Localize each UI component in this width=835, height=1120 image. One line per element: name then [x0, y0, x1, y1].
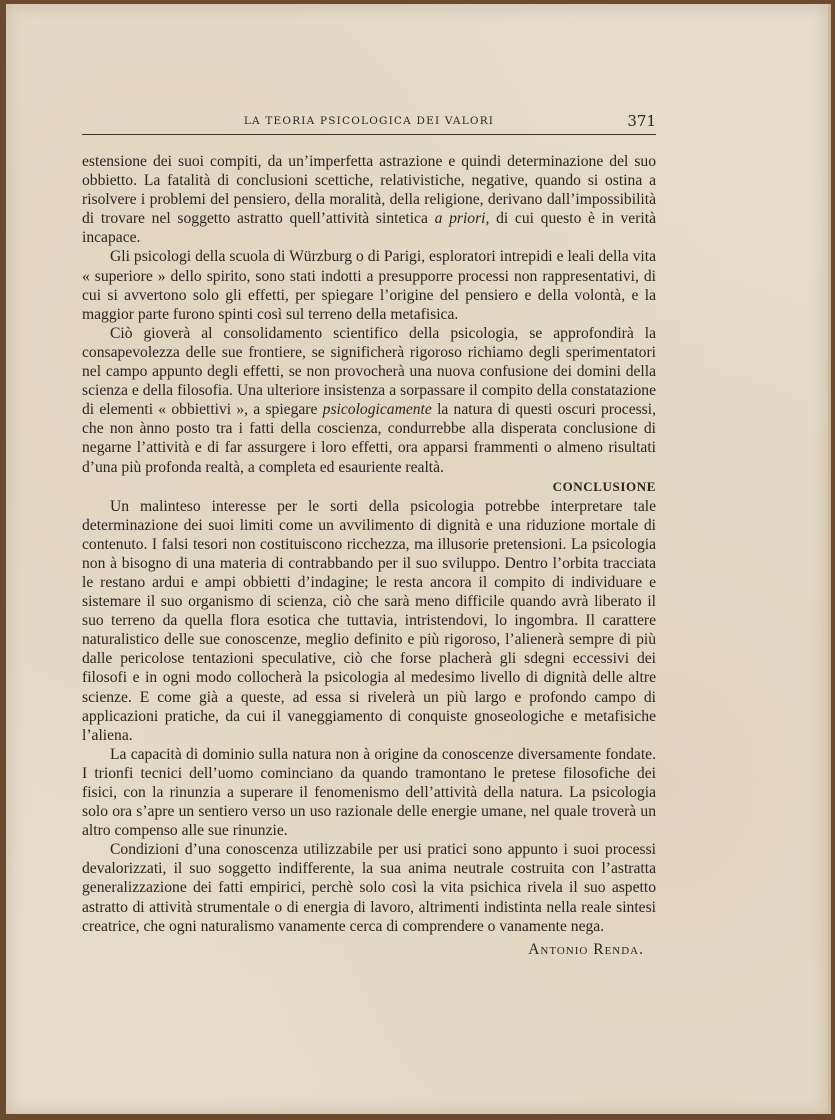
paragraph-3 [82, 324, 656, 477]
paragraph-2: Gli psicologi della scuola di Würzburg o di Parigi, esploratori intrepidi e leali della vita « superiore » dello spirito, sono stati indotti a presupporre processi non rappresentativi, di cui si avvertono solo gli effetti, per spiegare l’origine del pensiero e della volontà, e la maggior parte furono spinti così sul terreno della metafisica. [82, 248, 656, 323]
paragraph-1-end: , di cui questo è in verità incapace. [82, 210, 656, 247]
italic-a-priori: a priori [434, 210, 486, 228]
paragraph-3-text: Ciò gioverà al consolidamento scientifico della psicologia, se approfondirà la consapevolezza delle sue frontiere, se significherà rigoroso richiamo degli sperimentatori nel campo appunto degli effetti, se non provocherà una nuova confusione dei domini della scienza e della filosofia. Una ulteriore insistenza a sorpassare il compito della constatazione di elementi « obbiettivi », a spiegare [82, 324, 656, 419]
book-page [6, 4, 831, 1114]
italic-psicologicamente: psicologicamente [322, 401, 432, 419]
running-header [82, 110, 656, 135]
section-heading: CONCLUSIONE [552, 478, 656, 494]
page-number: 371 [627, 112, 656, 130]
paragraph-1 [82, 152, 656, 247]
author-signature: Antonio Renda. [528, 940, 644, 958]
body-text [82, 152, 656, 959]
paragraph-4: Un malinteso interesse per le sorti della psicologia potrebbe interpretare tale determinazione dei suoi limiti come un avvilimento di dignità e una riduzione mortale di contenuto. I falsi tesori non costituiscono ricchezza, ma illusorie pretensioni. La psicologia non à bisogno di una materia di contrabbando per il suo sviluppo. Dentro l’orbita tracciata le restano ardui e ampi obbietti d’indagine; le resta ancora il compito di individuare e sistemare il suo organismo di scienza, ciò che sarà meno difficile quando avrà liberato il suo terreno da quella flora esotica che tuttavia, intristendovi, lo ingombra. Il carattere naturalistico delle sue conoscenze, meglio definito e più rigoroso, l’alienerà sempre di più dalle pericolose tentazioni speculative, ciò che forse placherà gli sdegni eccessivi dei filosofi e in ogni modo collocherà la psicologia al medesimo livello di dignità delle altre scienze. E come già a queste, ad essa si rivelerà un più largo e profondo campo di applicazioni pratiche, da cui il vaneggiamento di conquiste gnoseologiche e metafisiche l’aliena. [82, 497, 656, 744]
paragraph-1-text: estensione dei suoi compiti, da un’imperfetta astrazione e quindi determinazione del suo obbietto. La fatalità di conclusioni scettiche, relativistiche, negative, quando si ostina a risolvere i problemi del pensiero, della moralità, della religione, derivano dall’impossibilità di trovare nel soggetto astratto quell’attività sintetica [82, 153, 656, 228]
paragraph-6: Condizioni d’una conoscenza utilizzabile per usi pratici sono appunto i suoi processi devalorizzati, il suo soggetto indifferente, la sua anima neutrale costruita con l’astratta generalizzazione dei fatti empirici, perchè solo così la vita psichica rivela il suo aspetto astratto di attività strumentale o di energia di lavoro, altrimenti indistinta nella reale sintesi creatrice, che ogni naturalismo vanamente cerca di comprendere o vanamente nega. [82, 841, 656, 935]
paragraph-5: La capacità di dominio sulla natura non à origine da conoscenze diversamente fondate. I trionfi tecnici dell’uomo cominciano da quando tramontano le pretese filosofiche dei fisici, con la rinunzia a superare il fenomenismo dell’attività della natura. La psicologia solo ora s’apre un sentiero verso un uso razionale delle energie umane, nel quale troverà un altro compenso alle sue rinunzie. [82, 745, 656, 840]
paragraph-3-end: la natura di questi oscuri processi, che non ànno posto tra i fatti della coscienza, condurrebbe alla disperata conclusione di negarne l’attività e di far assurgere i loro effetti, ora apparsi frammenti o almeno risultati d’una più profonda realtà, a completa ed esauriente realtà. [82, 401, 656, 476]
running-title: LA TEORIA PSICOLOGICA DEI VALORI [243, 115, 495, 127]
